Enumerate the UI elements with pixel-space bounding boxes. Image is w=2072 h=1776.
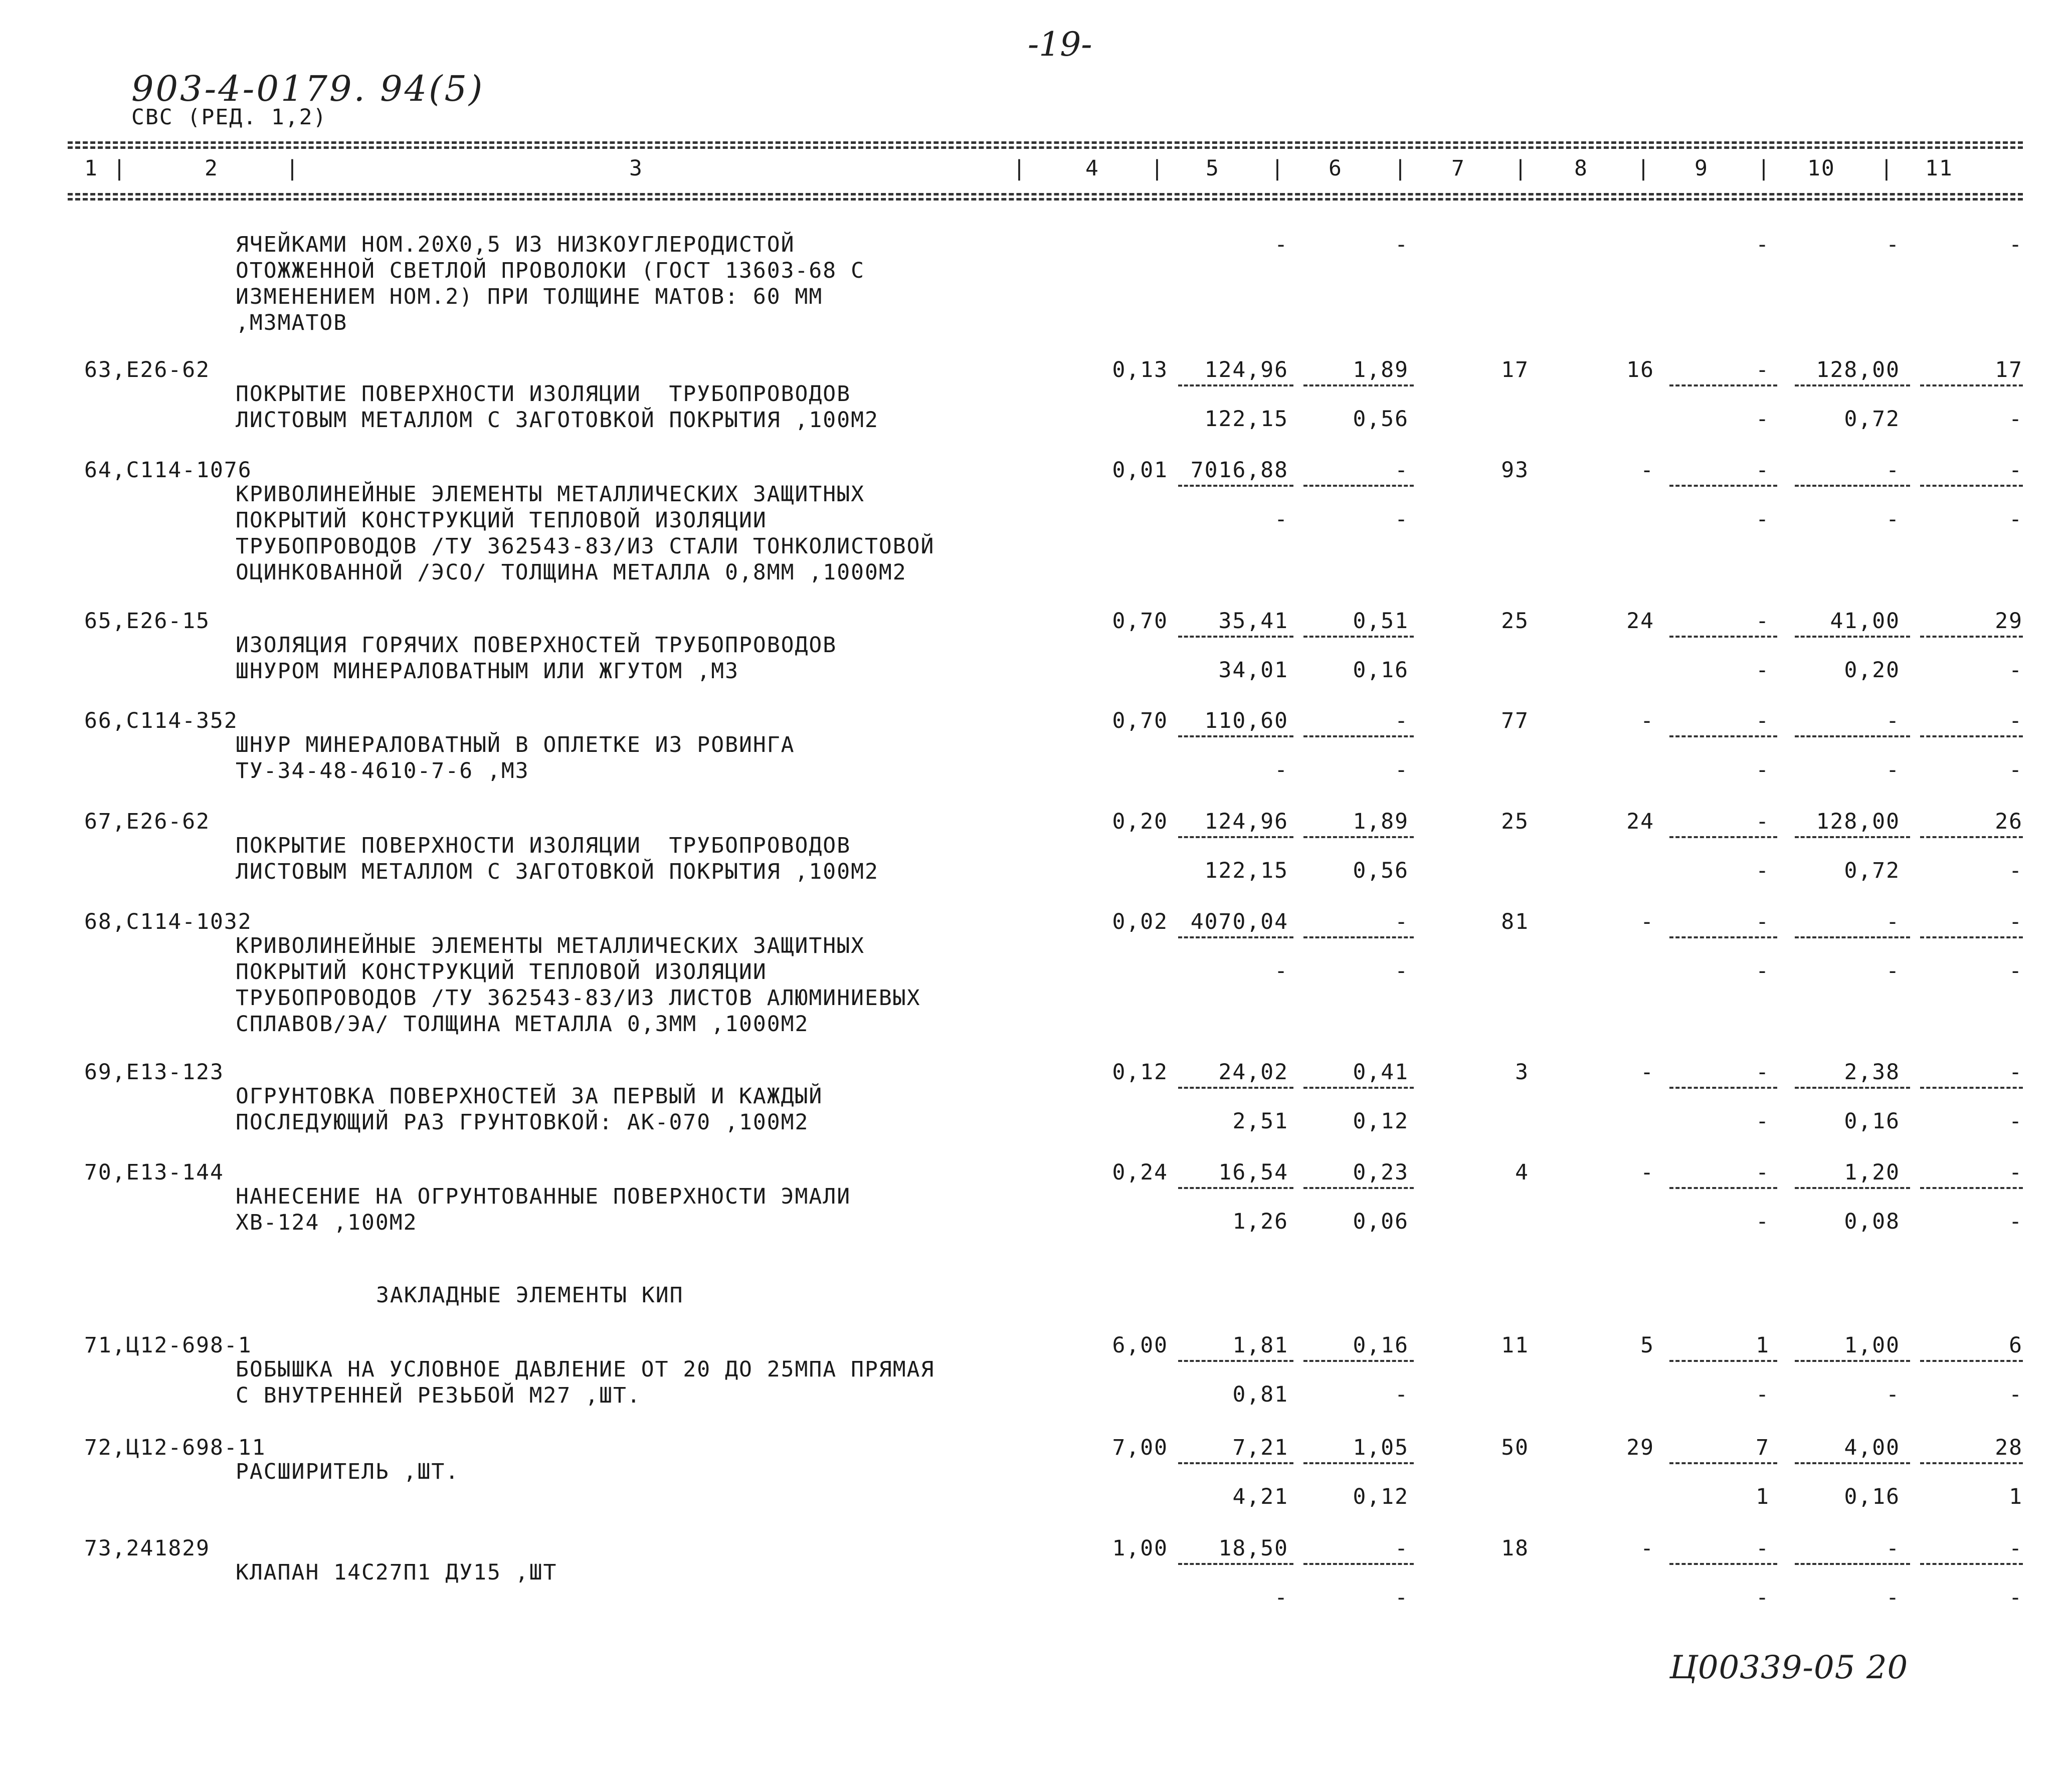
fraction-rule xyxy=(1303,1360,1414,1362)
fraction-rule xyxy=(1920,636,2023,638)
cell-col11: 17 xyxy=(1995,357,2023,382)
item-description: КЛАПАН 14С27П1 ДУ15 ,ШТ xyxy=(236,1560,557,1585)
cell-col11: 6 xyxy=(2009,1333,2023,1358)
fraction-rule xyxy=(1920,1087,2023,1089)
cell-col5-lower: - xyxy=(1274,958,1288,983)
fraction-rule xyxy=(1669,485,1777,487)
cell-col8: 24 xyxy=(1626,609,1654,634)
cell-col7: 4 xyxy=(1515,1160,1529,1185)
fraction-rule xyxy=(1795,936,1910,938)
column-divider: | xyxy=(1394,156,1408,181)
cell-col10-lower: - xyxy=(1886,1382,1900,1407)
item-description: КРИВОЛИНЕЙНЫЕ ЭЛЕМЕНТЫ МЕТАЛЛИЧЕСКИХ ЗАЩИТНЫХ ПОКРЫТИЙ КОНСТРУКЦИЙ ТЕПЛОВОЙ ИЗОЛЯЦИИ ТРУБОПРОВОДОВ /ТУ 362543-83/ИЗ ЛИСТОВ АЛЮМИНИЕВЫХ СПЛАВОВ/ЭА/ ТОЛЩИНА МЕТАЛЛА 0,3ММ ,1000М2 xyxy=(236,933,921,1037)
item-code: 73,241829 xyxy=(84,1536,210,1561)
cell-col7: 18 xyxy=(1501,1536,1529,1561)
cell-col10-lower: - xyxy=(1886,507,1900,532)
fraction-rule xyxy=(1920,836,2023,838)
cell-col5: 1,81 xyxy=(1232,1333,1288,1358)
fraction-rule xyxy=(1178,1087,1293,1089)
footer-stamp: Ц00339-05 20 xyxy=(1669,1649,1909,1686)
fraction-rule xyxy=(1178,936,1293,938)
cell-col5-lower: - xyxy=(1274,507,1288,532)
cell-col9: 7 xyxy=(1756,1435,1770,1460)
cell-col8: - xyxy=(1640,1536,1654,1561)
cell-col5-lower: 122,15 xyxy=(1204,858,1288,883)
column-divider: | xyxy=(1637,156,1651,181)
cell-col11-lower: - xyxy=(2009,1382,2023,1407)
cell-col9: - xyxy=(1756,232,1770,257)
cell-col8: 24 xyxy=(1626,809,1654,834)
fraction-rule xyxy=(1795,1563,1910,1565)
fraction-rule xyxy=(1669,1462,1777,1464)
cell-col4: 0,13 xyxy=(1112,357,1168,382)
item-code: 71,Ц12-698-1 xyxy=(84,1333,252,1358)
cell-col7: 25 xyxy=(1501,609,1529,634)
cell-col6-lower: - xyxy=(1395,757,1409,782)
cell-col10: 41,00 xyxy=(1830,609,1900,634)
cell-col6: 1,05 xyxy=(1353,1435,1409,1460)
cell-col9-lower: - xyxy=(1756,1109,1770,1134)
fraction-rule xyxy=(1795,1462,1910,1464)
cell-col5-lower: 122,15 xyxy=(1204,407,1288,432)
cell-col11: - xyxy=(2009,458,2023,483)
cell-col6: - xyxy=(1395,232,1409,257)
item-code: 64,С114-1076 xyxy=(84,458,252,483)
cell-col9-lower: - xyxy=(1756,1209,1770,1234)
fraction-rule xyxy=(1303,1187,1414,1189)
fraction-rule xyxy=(1669,1360,1777,1362)
fraction-rule xyxy=(1669,636,1777,638)
column-divider: | xyxy=(113,156,127,181)
cell-col6: 0,16 xyxy=(1353,1333,1409,1358)
column-divider: | xyxy=(1514,156,1528,181)
fraction-rule xyxy=(1669,936,1777,938)
cell-col8: - xyxy=(1640,708,1654,733)
cell-col11-lower: - xyxy=(2009,407,2023,432)
cell-col10: 1,20 xyxy=(1844,1160,1900,1185)
cell-col5-lower: - xyxy=(1274,757,1288,782)
cell-col6-lower: - xyxy=(1395,958,1409,983)
fraction-rule xyxy=(1920,485,2023,487)
cell-col5: 16,54 xyxy=(1218,1160,1288,1185)
item-description: ОГРУНТОВКА ПОВЕРХНОСТЕЙ ЗА ПЕРВЫЙ И КАЖДЫЙ ПОСЛЕДУЮЩИЙ РАЗ ГРУНТОВКОЙ: АК-070 ,100М2 xyxy=(236,1084,823,1135)
item-code: 69,Е13-123 xyxy=(84,1060,224,1085)
fraction-rule xyxy=(1303,384,1414,386)
fraction-rule xyxy=(1795,384,1910,386)
fraction-rule xyxy=(1303,1087,1414,1089)
cell-col6-lower: - xyxy=(1395,1382,1409,1407)
cell-col10: 1,00 xyxy=(1844,1333,1900,1358)
cell-col9: 1 xyxy=(1756,1333,1770,1358)
cell-col10-lower: 0,72 xyxy=(1844,407,1900,432)
item-description: ИЗОЛЯЦИЯ ГОРЯЧИХ ПОВЕРХНОСТЕЙ ТРУБОПРОВОДОВ ШНУРОМ МИНЕРАЛОВАТНЫМ ИЛИ ЖГУТОМ ,М3 xyxy=(236,633,837,684)
column-header: 8 xyxy=(1574,156,1588,181)
column-divider: | xyxy=(1271,156,1285,181)
fraction-rule xyxy=(1303,485,1414,487)
fraction-rule xyxy=(1795,1187,1910,1189)
fraction-rule xyxy=(1303,836,1414,838)
fraction-rule xyxy=(1795,1087,1910,1089)
cell-col5: 110,60 xyxy=(1204,708,1288,733)
cell-col9-lower: - xyxy=(1756,757,1770,782)
item-description: ПОКРЫТИЕ ПОВЕРХНОСТИ ИЗОЛЯЦИИ ТРУБОПРОВОДОВ ЛИСТОВЫМ МЕТАЛЛОМ С ЗАГОТОВКОЙ ПОКРЫТИЯ ,100М2 xyxy=(236,381,879,433)
cell-col11-lower: 1 xyxy=(2009,1484,2023,1509)
cell-col4: 7,00 xyxy=(1112,1435,1168,1460)
cell-col4: 6,00 xyxy=(1112,1333,1168,1358)
column-header: 7 xyxy=(1451,156,1465,181)
column-divider: | xyxy=(1013,156,1027,181)
cell-col10: - xyxy=(1886,458,1900,483)
cell-col4: 0,02 xyxy=(1112,909,1168,934)
cell-col11-lower: - xyxy=(2009,658,2023,683)
cell-col6: - xyxy=(1395,708,1409,733)
cell-col5-lower: 34,01 xyxy=(1218,658,1288,683)
item-code: 63,Е26-62 xyxy=(84,357,210,382)
item-code: 70,Е13-144 xyxy=(84,1160,224,1185)
fraction-rule xyxy=(1178,485,1293,487)
cell-col9-lower: - xyxy=(1756,1585,1770,1610)
cell-col11-lower: - xyxy=(2009,507,2023,532)
cell-col4: 0,12 xyxy=(1112,1060,1168,1085)
fraction-rule xyxy=(1795,735,1910,737)
item-description: ПОКРЫТИЕ ПОВЕРХНОСТИ ИЗОЛЯЦИИ ТРУБОПРОВОДОВ ЛИСТОВЫМ МЕТАЛЛОМ С ЗАГОТОВКОЙ ПОКРЫТИЯ ,100М2 xyxy=(236,833,879,884)
cell-col7: 25 xyxy=(1501,809,1529,834)
cell-col6: - xyxy=(1395,909,1409,934)
fraction-rule xyxy=(1178,1187,1293,1189)
cell-col7: 17 xyxy=(1501,357,1529,382)
fraction-rule xyxy=(1920,1360,2023,1362)
item-description: НАНЕСЕНИЕ НА ОГРУНТОВАННЫЕ ПОВЕРХНОСТИ ЭМАЛИ ХВ-124 ,100М2 xyxy=(236,1184,851,1235)
cell-col7: 77 xyxy=(1501,708,1529,733)
fraction-rule xyxy=(1920,384,2023,386)
fraction-rule xyxy=(1303,1563,1414,1565)
cell-col6-lower: 0,12 xyxy=(1353,1484,1409,1509)
cell-col11: - xyxy=(2009,708,2023,733)
cell-col8: 5 xyxy=(1640,1333,1654,1358)
cell-col7: 11 xyxy=(1501,1333,1529,1358)
cell-col9-lower: - xyxy=(1756,1382,1770,1407)
cell-col10: 4,00 xyxy=(1844,1435,1900,1460)
cell-col6-lower: 0,56 xyxy=(1353,407,1409,432)
page-number: -19- xyxy=(1028,25,1092,64)
fraction-rule xyxy=(1669,735,1777,737)
column-divider: | xyxy=(1151,156,1165,181)
fraction-rule xyxy=(1303,936,1414,938)
cell-col5: 7016,88 xyxy=(1190,458,1288,483)
cell-col11-lower: - xyxy=(2009,1109,2023,1134)
cell-col9: - xyxy=(1756,1536,1770,1561)
cell-col11-lower: - xyxy=(2009,1585,2023,1610)
item-description: ЯЧЕЙКАМИ НОМ.20Х0,5 ИЗ НИЗКОУГЛЕРОДИСТОЙ ОТОЖЖЕННОЙ СВЕТЛОЙ ПРОВОЛОКИ (ГОСТ 13603-68 С ИЗМЕНЕНИЕМ НОМ.2) ПРИ ТОЛЩИНЕ МАТОВ: 60 ММ ,М3МАТОВ xyxy=(236,232,865,335)
cell-col9: - xyxy=(1756,708,1770,733)
cell-col10: - xyxy=(1886,909,1900,934)
cell-col10-lower: 0,08 xyxy=(1844,1209,1900,1234)
cell-col11: - xyxy=(2009,232,2023,257)
cell-col4: 0,20 xyxy=(1112,809,1168,834)
cell-col9: - xyxy=(1756,609,1770,634)
cell-col8: 16 xyxy=(1626,357,1654,382)
cell-col10: - xyxy=(1886,708,1900,733)
item-code: 65,Е26-15 xyxy=(84,609,210,634)
column-header: 5 xyxy=(1206,156,1220,181)
column-header: 11 xyxy=(1925,156,1953,181)
fraction-rule xyxy=(1795,836,1910,838)
cell-col5: 24,02 xyxy=(1218,1060,1288,1085)
cell-col10-lower: - xyxy=(1886,958,1900,983)
cell-col6: 0,41 xyxy=(1353,1060,1409,1085)
fraction-rule xyxy=(1669,1187,1777,1189)
cell-col11: 26 xyxy=(1995,809,2023,834)
cell-col4: 0,24 xyxy=(1112,1160,1168,1185)
cell-col10-lower: 0,16 xyxy=(1844,1484,1900,1509)
cell-col5: - xyxy=(1274,232,1288,257)
fraction-rule xyxy=(1920,1187,2023,1189)
cell-col5: 35,41 xyxy=(1218,609,1288,634)
item-description: БОБЫШКА НА УСЛОВНОЕ ДАВЛЕНИЕ ОТ 20 ДО 25МПА ПРЯМАЯ С ВНУТРЕННЕЙ РЕЗЬБОЙ М27 ,ШТ. xyxy=(236,1357,935,1408)
cell-col6: - xyxy=(1395,1536,1409,1561)
cell-col6-lower: 0,12 xyxy=(1353,1109,1409,1134)
column-header: 6 xyxy=(1329,156,1343,181)
cell-col9-lower: - xyxy=(1756,407,1770,432)
item-code: 72,Ц12-698-11 xyxy=(84,1435,266,1460)
cell-col5-lower: 1,26 xyxy=(1232,1209,1288,1234)
cell-col4: 1,00 xyxy=(1112,1536,1168,1561)
fraction-rule xyxy=(1178,636,1293,638)
cell-col10: - xyxy=(1886,232,1900,257)
fraction-rule xyxy=(1178,384,1293,386)
cell-col9: - xyxy=(1756,458,1770,483)
fraction-rule xyxy=(1920,735,2023,737)
cell-col9-lower: - xyxy=(1756,658,1770,683)
edition-subheader: СВС (РЕД. 1,2) xyxy=(131,105,327,130)
fraction-rule xyxy=(1920,1462,2023,1464)
fraction-rule xyxy=(1178,1462,1293,1464)
cell-col8: - xyxy=(1640,909,1654,934)
cell-col7: 3 xyxy=(1515,1060,1529,1085)
cell-col5: 124,96 xyxy=(1204,357,1288,382)
cell-col11-lower: - xyxy=(2009,757,2023,782)
cell-col5-lower: 4,21 xyxy=(1232,1484,1288,1509)
cell-col9: - xyxy=(1756,357,1770,382)
cell-col10-lower: 0,72 xyxy=(1844,858,1900,883)
header-rule xyxy=(68,141,2023,144)
cell-col5-lower: - xyxy=(1274,1585,1288,1610)
cell-col11: - xyxy=(2009,1060,2023,1085)
item-description: РАСШИРИТЕЛЬ ,ШТ. xyxy=(236,1459,460,1484)
column-divider: | xyxy=(1757,156,1771,181)
column-divider: | xyxy=(286,156,300,181)
cell-col5-lower: 2,51 xyxy=(1232,1109,1288,1134)
cell-col6-lower: 0,56 xyxy=(1353,858,1409,883)
cell-col10-lower: - xyxy=(1886,1585,1900,1610)
cell-col9-lower: 1 xyxy=(1756,1484,1770,1509)
cell-col11-lower: - xyxy=(2009,958,2023,983)
cell-col10: 128,00 xyxy=(1816,357,1900,382)
cell-col6: 1,89 xyxy=(1353,809,1409,834)
cell-col9: - xyxy=(1756,1060,1770,1085)
document-number: 903-4-0179. 94(5) xyxy=(131,68,485,109)
fraction-rule xyxy=(1795,485,1910,487)
cell-col8: - xyxy=(1640,1060,1654,1085)
fraction-rule xyxy=(1795,1360,1910,1362)
fraction-rule xyxy=(1178,735,1293,737)
fraction-rule xyxy=(1178,836,1293,838)
column-divider: | xyxy=(1880,156,1894,181)
fraction-rule xyxy=(1303,636,1414,638)
cell-col5: 7,21 xyxy=(1232,1435,1288,1460)
section-title: ЗАКЛАДНЫЕ ЭЛЕМЕНТЫ КИП xyxy=(376,1283,684,1308)
cell-col10: 128,00 xyxy=(1816,809,1900,834)
cell-col6: 0,51 xyxy=(1353,609,1409,634)
cell-col11: 28 xyxy=(1995,1435,2023,1460)
fraction-rule xyxy=(1303,735,1414,737)
cell-col6: - xyxy=(1395,458,1409,483)
fraction-rule xyxy=(1669,1563,1777,1565)
fraction-rule xyxy=(1303,1462,1414,1464)
cell-col10-lower: 0,20 xyxy=(1844,658,1900,683)
item-description: ШНУР МИНЕРАЛОВАТНЫЙ В ОПЛЕТКЕ ИЗ РОВИНГА ТУ-34-48-4610-7-6 ,М3 xyxy=(236,732,795,783)
item-code: 67,Е26-62 xyxy=(84,809,210,834)
cell-col9: - xyxy=(1756,809,1770,834)
column-header: 3 xyxy=(629,156,643,181)
cell-col9-lower: - xyxy=(1756,858,1770,883)
fraction-rule xyxy=(1178,1563,1293,1565)
cell-col10-lower: - xyxy=(1886,757,1900,782)
fraction-rule xyxy=(1920,1563,2023,1565)
cell-col5: 124,96 xyxy=(1204,809,1288,834)
cell-col9: - xyxy=(1756,1160,1770,1185)
cell-col7: 81 xyxy=(1501,909,1529,934)
column-header: 4 xyxy=(1085,156,1099,181)
cell-col11-lower: - xyxy=(2009,1209,2023,1234)
fraction-rule xyxy=(1669,836,1777,838)
cell-col6-lower: 0,06 xyxy=(1353,1209,1409,1234)
cell-col9-lower: - xyxy=(1756,958,1770,983)
cell-col6: 0,23 xyxy=(1353,1160,1409,1185)
header-rule xyxy=(68,198,2023,201)
cell-col11-lower: - xyxy=(2009,858,2023,883)
header-rule xyxy=(68,193,2023,195)
cell-col4: 0,70 xyxy=(1112,609,1168,634)
cell-col8: - xyxy=(1640,1160,1654,1185)
cell-col9-lower: - xyxy=(1756,507,1770,532)
fraction-rule xyxy=(1795,636,1910,638)
cell-col10-lower: 0,16 xyxy=(1844,1109,1900,1134)
fraction-rule xyxy=(1669,384,1777,386)
item-code: 66,С114-352 xyxy=(84,708,238,733)
cell-col10: 2,38 xyxy=(1844,1060,1900,1085)
cell-col6-lower: 0,16 xyxy=(1353,658,1409,683)
cell-col11: 29 xyxy=(1995,609,2023,634)
item-code: 68,С114-1032 xyxy=(84,909,252,934)
column-header: 1 xyxy=(84,156,98,181)
cell-col11: - xyxy=(2009,1160,2023,1185)
fraction-rule xyxy=(1920,936,2023,938)
cell-col4: 0,70 xyxy=(1112,708,1168,733)
cell-col5: 4070,04 xyxy=(1190,909,1288,934)
header-rule xyxy=(68,146,2023,149)
column-header: 10 xyxy=(1807,156,1835,181)
cell-col10: - xyxy=(1886,1536,1900,1561)
cell-col8: - xyxy=(1640,458,1654,483)
cell-col11: - xyxy=(2009,1536,2023,1561)
cell-col5-lower: 0,81 xyxy=(1232,1382,1288,1407)
cell-col6: 1,89 xyxy=(1353,357,1409,382)
cell-col7: 50 xyxy=(1501,1435,1529,1460)
cell-col6-lower: - xyxy=(1395,1585,1409,1610)
column-header: 9 xyxy=(1694,156,1709,181)
fraction-rule xyxy=(1178,1360,1293,1362)
cell-col8: 29 xyxy=(1626,1435,1654,1460)
cell-col7: 93 xyxy=(1501,458,1529,483)
cell-col9: - xyxy=(1756,909,1770,934)
cell-col6-lower: - xyxy=(1395,507,1409,532)
cell-col11: - xyxy=(2009,909,2023,934)
cell-col5: 18,50 xyxy=(1218,1536,1288,1561)
column-header: 2 xyxy=(205,156,219,181)
fraction-rule xyxy=(1669,1087,1777,1089)
item-description: КРИВОЛИНЕЙНЫЕ ЭЛЕМЕНТЫ МЕТАЛЛИЧЕСКИХ ЗАЩИТНЫХ ПОКРЫТИЙ КОНСТРУКЦИЙ ТЕПЛОВОЙ ИЗОЛЯЦИИ ТРУБОПРОВОДОВ /ТУ 362543-83/ИЗ СТАЛИ ТОНКОЛИСТОВОЙ ОЦИНКОВАННОЙ /ЭСО/ ТОЛЩИНА МЕТАЛЛА 0,8ММ ,1000М2 xyxy=(236,482,935,585)
cell-col4: 0,01 xyxy=(1112,458,1168,483)
